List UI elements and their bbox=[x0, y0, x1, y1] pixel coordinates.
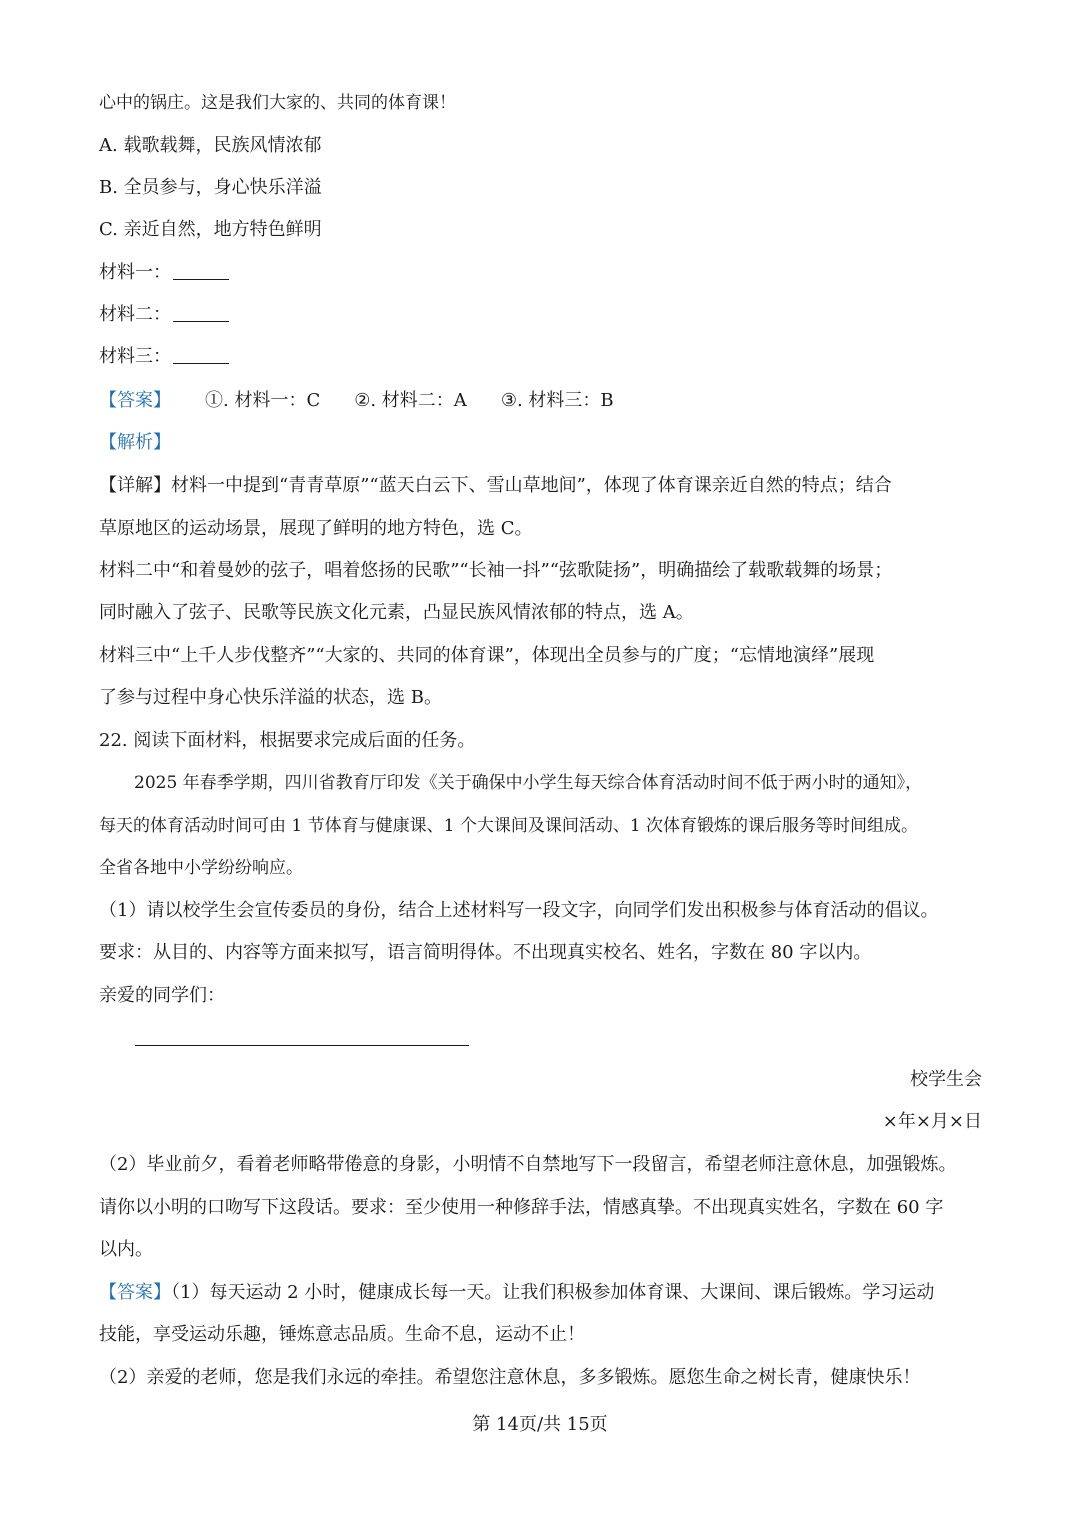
text-line: 心中的锅庄。这是我们大家的、共同的体育课！ bbox=[99, 93, 456, 113]
text-line: 了参与过程中身心快乐洋溢的状态，选 B。 bbox=[99, 687, 442, 708]
answer-item: ②. 材料二：A bbox=[354, 390, 467, 411]
question-22-title: 22. 阅读下面材料，根据要求完成后面的任务。 bbox=[99, 730, 476, 751]
option-a: A. 载歌载舞，民族风情浓郁 bbox=[99, 135, 322, 156]
material-2-label: 材料二： bbox=[99, 304, 171, 325]
text-line: 技能，享受运动乐趣，锤炼意志品质。生命不息，运动不止！ bbox=[99, 1324, 585, 1345]
answer-blank bbox=[173, 303, 229, 322]
analysis-tag: 【解析】 bbox=[99, 432, 171, 453]
text-line: 草原地区的运动场景，展现了鲜明的地方特色，选 C。 bbox=[99, 518, 533, 539]
answer-item: ③. 材料三：B bbox=[500, 390, 614, 411]
material-1-line bbox=[99, 260, 229, 286]
answer-item: ①. 材料一：C bbox=[205, 390, 321, 411]
detail-line bbox=[99, 473, 892, 499]
detail-tag: 【详解】 bbox=[99, 475, 171, 496]
option-b: B. 全员参与，身心快乐洋溢 bbox=[99, 177, 322, 198]
salutation: 亲爱的同学们： bbox=[99, 985, 225, 1006]
answer-tag: 【答案】 bbox=[99, 390, 171, 411]
text-line: 材料三中“上千人步伐整齐”“大家的、共同的体育课”，体现出全员参与的广度；“忘情地演绎”展现 bbox=[99, 645, 875, 666]
option-c: C. 亲近自然，地方特色鲜明 bbox=[99, 219, 322, 240]
answer-text: （1）每天运动 2 小时，健康成长每一天。让我们积极参加体育课、大课间、课后锻炼。学习运动 bbox=[171, 1282, 935, 1303]
material-paragraph: 每天的体育活动时间可由 1 节体育与健康课、1 个大课间及课间活动、1 次体育锻炼的课后服务等时间组成。 bbox=[99, 816, 919, 836]
answer-blank bbox=[173, 261, 229, 280]
text-line: 材料二中“和着曼妙的弦子，唱着悠扬的民歌”“长袖一抖”“弦歌陡扬”，明确描绘了载歌载舞的场景； bbox=[99, 560, 893, 581]
answer-22-line bbox=[99, 1280, 934, 1306]
answer-blank bbox=[173, 345, 229, 364]
text-line: 请你以小明的口吻写下这段话。要求：至少使用一种修辞手法，情感真挚。不出现真实姓名，字数在 60 字 bbox=[99, 1197, 944, 1218]
subquestion-1-requirement: 要求：从目的、内容等方面来拟写，语言简明得体。不出现真实校名、姓名，字数在 80 字以内。 bbox=[99, 942, 872, 963]
page-footer: 第 14页/共 15页 bbox=[472, 1414, 608, 1435]
material-paragraph: 2025 年春季学期，四川省教育厅印发《关于确保中小学生每天综合体育活动时间不低于两小时的通知》， bbox=[134, 773, 923, 793]
answer-line bbox=[99, 388, 614, 414]
signature-org: 校学生会 bbox=[910, 1069, 982, 1090]
detail-text: 材料一中提到“青青草原”“蓝天白云下、雪山草地间”，体现了体育课亲近自然的特点；结合 bbox=[171, 475, 892, 496]
signature-date: ×年×月×日 bbox=[882, 1111, 982, 1132]
text-line: 以内。 bbox=[99, 1239, 153, 1260]
material-3-line bbox=[99, 344, 229, 370]
material-1-label: 材料一： bbox=[99, 262, 171, 283]
subquestion-1: （1）请以校学生会宣传委员的身份，结合上述材料写一段文字，向同学们发出积极参与体育活动的倡议。 bbox=[99, 900, 939, 921]
subquestion-2: （2）毕业前夕，看着老师略带倦意的身影，小明情不自禁地写下一段留言，希望老师注意休息，加强锻炼。 bbox=[99, 1154, 957, 1175]
material-paragraph: 全省各地中小学纷纷响应。 bbox=[99, 858, 303, 878]
answer-tag: 【答案】 bbox=[99, 1282, 171, 1303]
material-3-label: 材料三： bbox=[99, 346, 171, 367]
text-line: （2）亲爱的老师，您是我们永远的牵挂。希望您注意休息，多多锻炼。愿您生命之树长青，健康快乐！ bbox=[99, 1367, 921, 1388]
writing-line bbox=[135, 1045, 469, 1046]
material-2-line bbox=[99, 302, 229, 328]
text-line: 同时融入了弦子、民歌等民族文化元素，凸显民族风情浓郁的特点，选 A。 bbox=[99, 602, 694, 623]
